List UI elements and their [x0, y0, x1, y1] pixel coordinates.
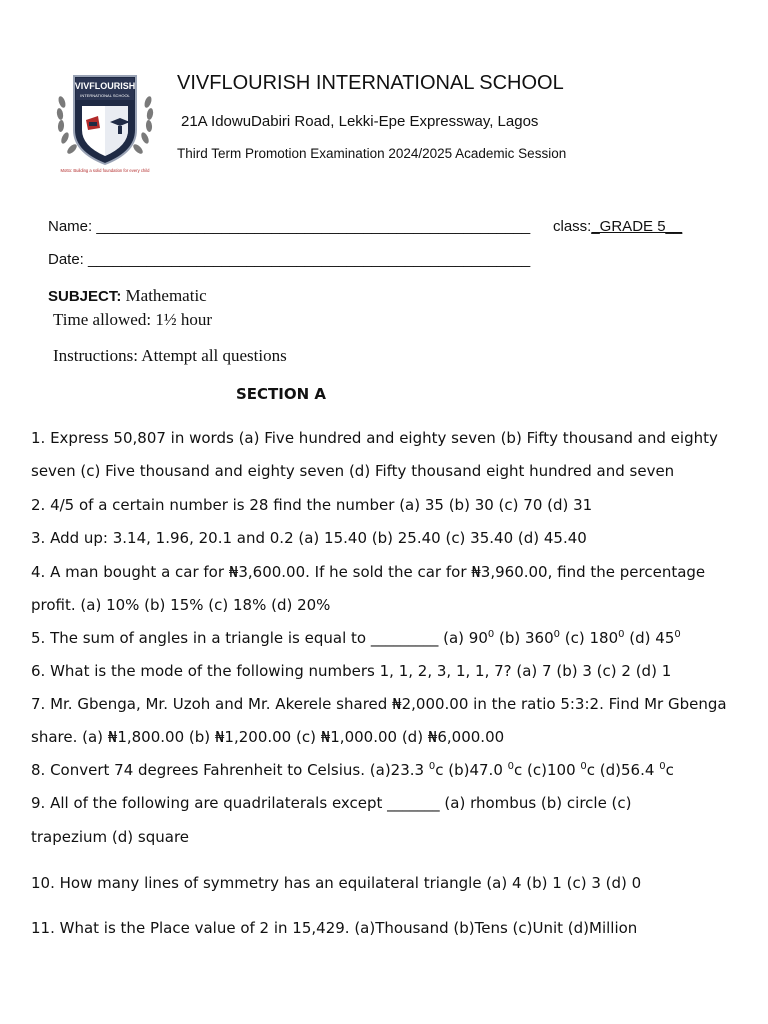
class-value: _GRADE 5__: [591, 218, 683, 235]
question-5-option-b: (b) 360: [494, 629, 554, 647]
class-field: [553, 218, 682, 235]
question-5-option-d: (d) 45: [624, 629, 675, 647]
degree-sup: 0: [487, 629, 495, 640]
question-10: 10. How many lines of symmetry has an equilateral triangle (a) 4 (b) 1 (c) 3 (d) 0: [31, 874, 642, 892]
question-3: 3. Add up: 3.14, 1.96, 20.1 and 0.2 (a) 15.40 (b) 25.40 (c) 35.40 (d) 45.40: [31, 529, 587, 547]
degree-sup: 0: [618, 629, 625, 640]
name-label: Name:: [48, 218, 97, 235]
exam-title: Third Term Promotion Examination 2024/2025 Academic Session: [177, 146, 567, 161]
subject-label: SUBJECT:: [48, 288, 122, 305]
degree-sup: 0: [674, 629, 681, 640]
subject-value: Mathematic: [125, 286, 207, 305]
question-8-option-d-unit: c: [665, 761, 674, 779]
question-5-option-c: (c) 180: [560, 629, 619, 647]
question-6: 6. What is the mode of the following numbers 1, 1, 2, 3, 1, 1, 7? (a) 7 (b) 3 (c) 2 (d) 1: [31, 662, 672, 680]
school-address: 21A IdowuDabiri Road, Lekki-Epe Expressway, Lagos: [181, 113, 539, 130]
logo-motto: Motto: Building a solid foundation for every child: [60, 168, 150, 173]
name-line[interactable]: ____________________________________________________: [96, 218, 531, 235]
degree-sup: 0: [507, 761, 515, 772]
question-2: 2. 4/5 of a certain number is 28 find the number (a) 35 (b) 30 (c) 70 (d) 31: [31, 496, 593, 514]
question-7-line-2: share. (a) ₦1,800.00 (b) ₦1,200.00 (c) ₦1,000.00 (d) ₦6,000.00: [31, 728, 505, 746]
time-allowed: Time allowed: 1½ hour: [53, 310, 212, 329]
question-7-line-1: 7. Mr. Gbenga, Mr. Uzoh and Mr. Akerele shared ₦2,000.00 in the ratio 5:3:2. Find Mr Gbenga: [31, 695, 727, 713]
school-name: VIVFLOURISH INTERNATIONAL SCHOOL: [177, 72, 564, 94]
question-4-line-1: 4. A man bought a car for ₦3,600.00. If he sold the car for ₦3,960.00, find the percentage: [31, 563, 706, 581]
question-8-option-b-unit: c (c)100: [514, 761, 581, 779]
question-9-line-1: 9. All of the following are quadrilaterals except _______ (a) rhombus (b) circle (c): [31, 794, 632, 812]
date-label: Date:: [48, 251, 89, 268]
name-field[interactable]: [48, 218, 530, 235]
question-8: [31, 754, 731, 787]
question-8-text: 8. Convert 74 degrees Fahrenheit to Celsius. (a)23.3: [31, 761, 429, 779]
class-label: class:: [553, 218, 592, 235]
question-8-option-a-unit: c (b)47.0: [435, 761, 508, 779]
logo-banner: VIVFLOURISH: [74, 81, 136, 91]
question-11: 11. What is the Place value of 2 in 15,429. (a)Thousand (b)Tens (c)Unit (d)Million: [31, 919, 638, 937]
question-1-line-2: seven (c) Five thousand and eighty seven (d) Fifty thousand eight hundred and seven: [31, 462, 675, 480]
degree-sup: 0: [659, 761, 666, 772]
subject-line: [48, 286, 207, 306]
question-5: [31, 622, 731, 655]
question-9-line-2: trapezium (d) square: [31, 828, 190, 846]
school-logo: [52, 72, 158, 176]
logo-subtitle: INTERNATIONAL SCHOOL: [80, 93, 130, 98]
date-line[interactable]: _____________________________________________________: [88, 251, 531, 268]
date-field[interactable]: [48, 251, 530, 268]
section-title: SECTION A: [236, 385, 327, 403]
degree-sup: 0: [553, 629, 561, 640]
question-5-option-a: (a) 90: [443, 629, 488, 647]
degree-sup: 0: [428, 761, 436, 772]
instructions: Instructions: Attempt all questions: [53, 346, 287, 365]
degree-sup: 0: [580, 761, 587, 772]
question-4-line-2: profit. (a) 10% (b) 15% (c) 18% (d) 20%: [31, 596, 331, 614]
question-1-line-1: 1. Express 50,807 in words (a) Five hundred and eighty seven (b) Fifty thousand and eighty: [31, 429, 718, 447]
question-5-text: 5. The sum of angles in a triangle is equal to _________: [31, 629, 444, 647]
question-8-option-c-unit: c (d)56.4: [586, 761, 660, 779]
